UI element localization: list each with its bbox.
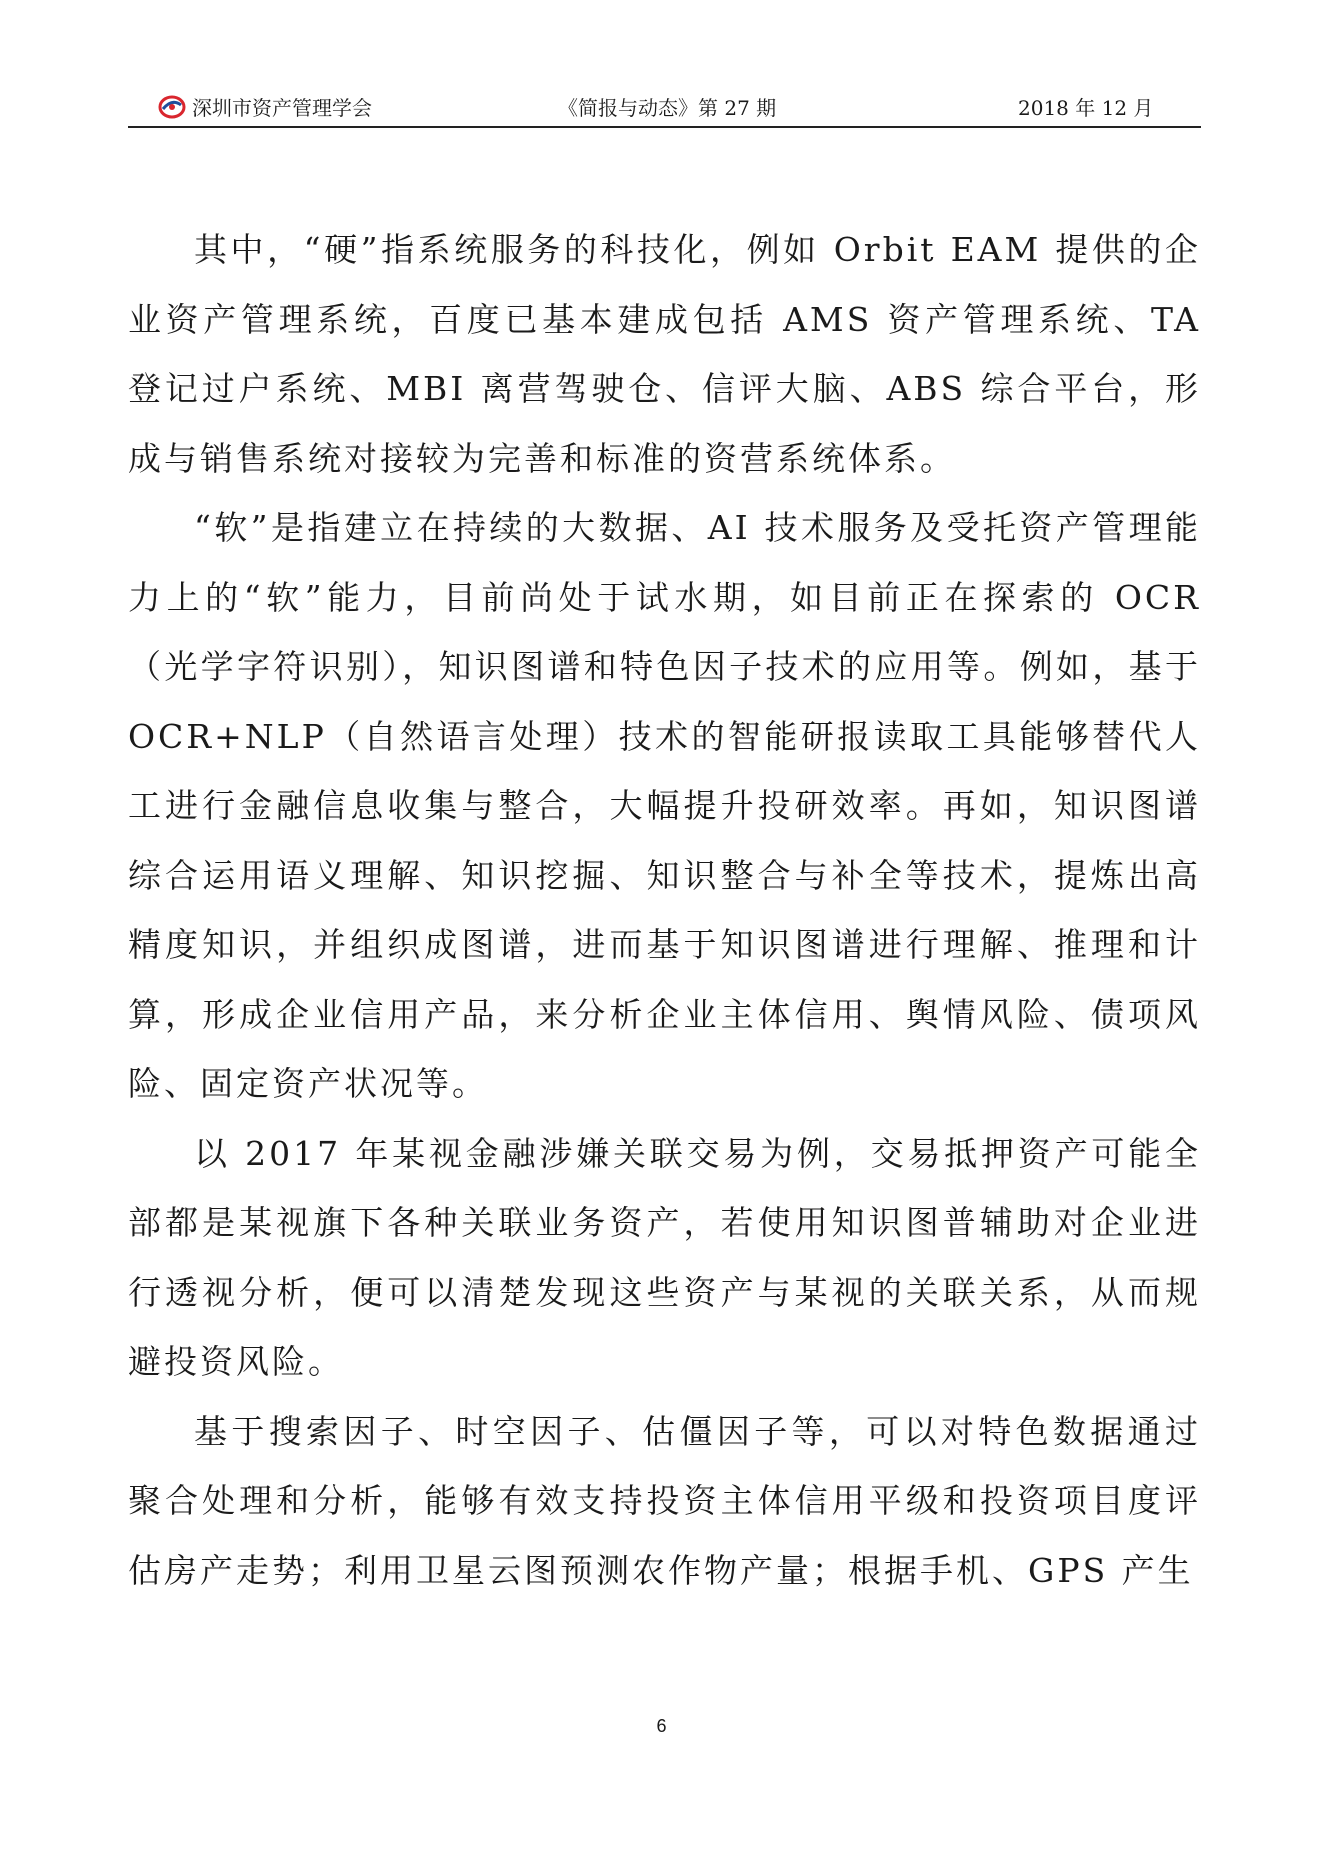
header-org-name: 深圳市资产管理学会 (192, 96, 372, 120)
society-logo-icon (158, 94, 186, 120)
page-header (128, 92, 1201, 128)
paragraph: 其中，“硬”指系统服务的科技化，例如 Orbit EAM 提供的企业资产管理系统，百度已基本建成包括 AMS 资产管理系统、TA 登记过户系统、MBI 离营驾驶仓、信评大脑、ABS 综合平台，形成与销售系统对接较为完善和标准的资营系统体系。 (128, 230, 1201, 478)
paragraph: 以 2017 年某视金融涉嫌关联交易为例，交易抵押资产可能全部都是某视旗下各种关联业务资产，若使用知识图普辅助对企业进行透视分析，便可以清楚发现这些资产与某视的关联关系，从而规避投资风险。 (128, 1133, 1201, 1381)
header-issue: 《简报与动态》第 27 期 (558, 96, 777, 120)
paragraph: “软”是指建立在持续的大数据、AI 技术服务及受托资产管理能力上的“软”能力，目前尚处于试水期，如目前正在探索的 OCR（光学字符识别），知识图谱和特色因子技术的应用等。例如，基于 OCR+NLP（自然语言处理）技术的智能研报读取工具能够替代人工进行金融信息收集与整合，大幅提升投研效率。再如，知识图谱综合运用语义理解、知识挖掘、知识整合与补全等技术，提炼出高精度知识，并组织成图谱，进而基于知识图谱进行理解、推理和计算，形成企业信用产品，来分析企业主体信用、舆情风险、债项风险、固定资产状况等。 (128, 508, 1201, 1103)
page-number: 6 (656, 1716, 667, 1736)
header-date: 2018 年 12 月 (1018, 96, 1154, 120)
document-body (128, 215, 1201, 1605)
paragraph: 基于搜索因子、时空因子、估僵因子等，可以对特色数据通过聚合处理和分析，能够有效支持投资主体信用平级和投资项目度评估房产走势；利用卫星云图预测农作物产量；根据手机、GPS 产生 (128, 1411, 1201, 1590)
